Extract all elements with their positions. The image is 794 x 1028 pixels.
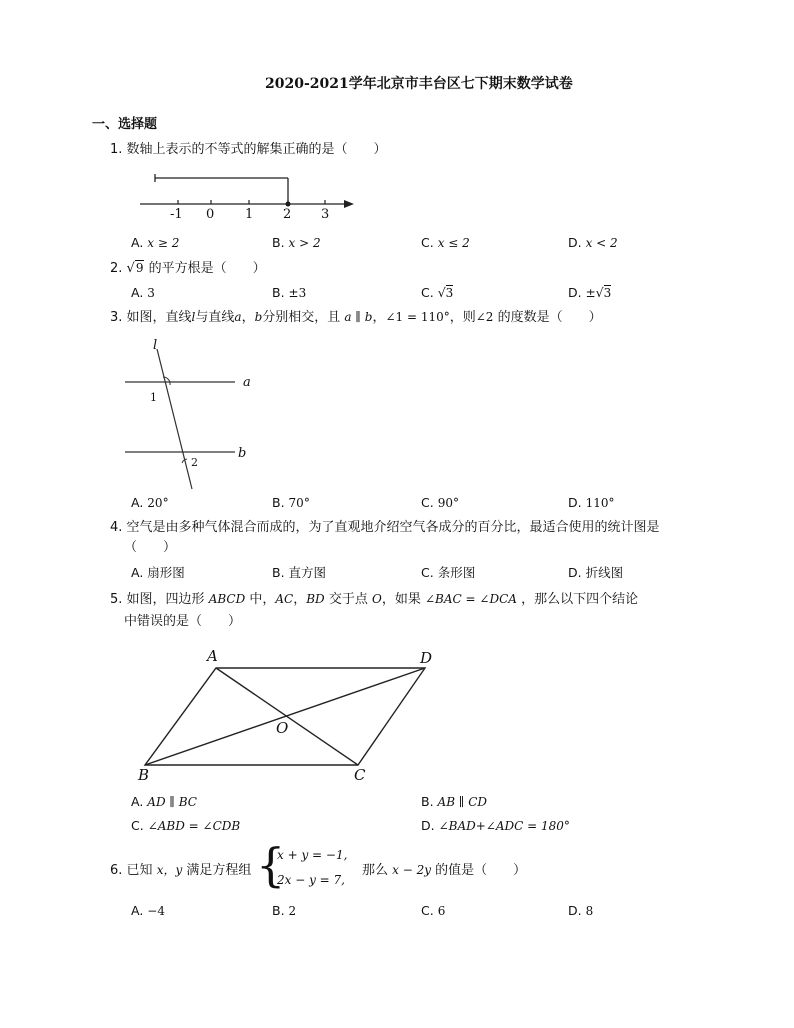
option-b[interactable] — [421, 794, 487, 810]
math-expr: ∠1 = 110° — [385, 310, 450, 324]
question-6-stem-a — [110, 863, 251, 879]
option-c[interactable] — [421, 565, 475, 581]
option-label: C. — [421, 903, 434, 918]
option-a[interactable] — [131, 794, 197, 810]
equation-2: 2x − y = 7, — [277, 873, 345, 887]
option-label: B. — [421, 794, 434, 809]
option-label: C. — [421, 285, 434, 300]
option-math: 20° — [147, 496, 169, 510]
option-b[interactable] — [272, 495, 310, 511]
option-math: 110° — [585, 496, 615, 510]
option-text: 扇形图 — [147, 565, 185, 580]
stem-text: ，如果 — [381, 592, 421, 607]
math-expr: a ∥ b — [344, 310, 373, 324]
radicand: 9 — [135, 261, 144, 275]
radical-sign: √ — [437, 285, 446, 300]
math-expr: BD — [306, 592, 325, 606]
stem-text: 分别相交，且 — [262, 310, 341, 325]
option-math: ±3 — [288, 286, 307, 300]
option-d[interactable] — [568, 235, 618, 251]
option-b[interactable] — [272, 235, 321, 251]
option-a[interactable] — [131, 495, 169, 511]
parallel-lines-figure — [122, 337, 262, 497]
option-c[interactable] — [421, 285, 453, 301]
figure-label-l: l — [153, 338, 158, 353]
option-math: 2 — [288, 904, 297, 918]
stem-text: 的值是（ ） — [435, 863, 527, 878]
option-prefix: ± — [585, 286, 596, 300]
stem-text: 交于点 — [328, 592, 368, 607]
option-b[interactable] — [272, 565, 326, 581]
question-4-stem: 4. 空气是由多种气体混合而成的，为了直观地介绍空气各成分的百分比，最适合使用的统计图是 — [110, 520, 660, 535]
option-a[interactable] — [131, 565, 185, 581]
question-2-stem — [110, 261, 266, 277]
option-label: D. — [568, 285, 582, 300]
option-c[interactable] — [131, 818, 240, 834]
option-label: A. — [131, 285, 144, 300]
figure-label-1: 1 — [150, 391, 157, 404]
option-d[interactable] — [568, 903, 593, 919]
option-math: 6 — [437, 904, 446, 918]
option-label: C. — [131, 818, 144, 833]
vertex-label-c: C — [354, 766, 366, 784]
option-math: ∠BAD+∠ADC = 180° — [438, 819, 570, 833]
option-math: 3 — [147, 286, 155, 300]
option-math: −4 — [147, 904, 165, 918]
stem-text: 的度数是（ ） — [497, 310, 602, 325]
radical-sign: √ — [595, 285, 604, 300]
page-title: 2020-2021学年北京市丰台区七下期末数学试卷 — [265, 76, 573, 92]
math-expr: AC — [275, 592, 294, 606]
option-label: C. — [421, 495, 434, 510]
option-label: B. — [272, 565, 285, 580]
center-label-o: O — [276, 719, 289, 737]
option-label: A. — [131, 903, 144, 918]
figure-label-a: a — [243, 375, 251, 390]
option-d[interactable] — [568, 495, 615, 511]
option-label: B. — [272, 235, 285, 250]
math-var: l — [191, 310, 196, 324]
math-var: b — [254, 310, 263, 324]
axis-label: 0 — [206, 207, 215, 222]
option-c[interactable] — [421, 903, 445, 919]
option-b[interactable] — [272, 903, 296, 919]
option-label: A. — [131, 495, 144, 510]
option-label: B. — [272, 285, 285, 300]
math-expr: x，y — [156, 863, 183, 877]
option-label: D. — [568, 565, 582, 580]
option-label: B. — [272, 903, 285, 918]
radical-sign: √ — [126, 261, 135, 276]
option-math: 8 — [585, 904, 594, 918]
stem-text: 6. 已知 — [110, 863, 153, 878]
vertex-label-a: A — [207, 647, 218, 665]
stem-text: ， — [293, 592, 307, 607]
stem-text: 中， — [249, 592, 276, 607]
axis-label: 3 — [321, 207, 330, 222]
question-5-stem — [110, 592, 638, 608]
stem-text: 3. 如图，直线 — [110, 310, 192, 325]
option-math: x > 2 — [288, 236, 321, 250]
option-label: A. — [131, 235, 144, 250]
axis-arrow — [344, 200, 354, 208]
math-expr: ∠2 — [475, 310, 494, 324]
stem-text: 满足方程组 — [186, 863, 252, 878]
equation-brace: { — [256, 838, 286, 892]
option-label: D. — [568, 235, 582, 250]
stem-text: 5. 如图，四边形 — [110, 592, 205, 607]
option-d[interactable] — [568, 565, 623, 581]
option-a[interactable] — [131, 235, 179, 251]
stem-text: 与直线 — [195, 310, 235, 325]
option-d[interactable] — [421, 818, 570, 834]
option-c[interactable] — [421, 495, 459, 511]
math-expr: x − 2y — [392, 863, 432, 877]
parallelogram-figure — [140, 660, 440, 770]
stem-text: ， — [241, 310, 255, 325]
stem-text: ，那么以下四个结论 — [521, 592, 639, 607]
option-text: 折线图 — [585, 565, 624, 580]
section-heading: 一、选择题 — [92, 117, 158, 132]
option-a[interactable] — [131, 285, 155, 301]
option-math: AD ∥ BC — [147, 795, 197, 809]
diagonal-bd — [145, 668, 425, 765]
option-label: A. — [131, 565, 144, 580]
stem-text: 的平方根是（ ） — [148, 261, 266, 276]
stem-text: 那么 — [362, 863, 389, 878]
equation-1: x + y = −1, — [277, 848, 348, 862]
option-b[interactable] — [272, 285, 306, 301]
transversal-l — [157, 349, 192, 489]
option-math: x ≤ 2 — [437, 236, 470, 250]
question-3-stem — [110, 310, 602, 326]
question-6-stem-b — [362, 863, 526, 879]
figure-label-b: b — [238, 446, 247, 461]
option-label: D. — [568, 903, 582, 918]
option-label: A. — [131, 794, 144, 809]
option-math: ∠ABD = ∠CDB — [147, 819, 241, 833]
option-math: AB ∥ CD — [437, 795, 488, 809]
option-math: 90° — [437, 496, 459, 510]
stem-text: ，则 — [449, 310, 476, 325]
option-math: 70° — [288, 496, 310, 510]
question-1-stem: 1. 数轴上表示的不等式的解集正确的是（ ） — [110, 142, 387, 157]
vertex-label-b: B — [138, 766, 150, 784]
option-d[interactable] — [568, 285, 611, 301]
math-expr: ABCD — [208, 592, 246, 606]
option-label: D. — [421, 818, 435, 833]
option-label: C. — [421, 235, 434, 250]
question-4-stem-cont: （ ） — [124, 540, 177, 555]
option-text: 条形图 — [437, 565, 476, 580]
option-c[interactable] — [421, 235, 470, 251]
vertex-label-d: D — [420, 649, 433, 667]
figure-label-2: 2 — [191, 456, 198, 469]
math-var: a — [234, 310, 242, 324]
axis-label: -1 — [170, 207, 183, 222]
option-text: 直方图 — [288, 565, 327, 580]
option-math: x ≥ 2 — [147, 236, 180, 250]
option-a[interactable] — [131, 903, 165, 919]
axis-label: 2 — [283, 207, 292, 222]
option-math: x < 2 — [585, 236, 618, 250]
math-var: O — [371, 592, 382, 606]
radicand: 3 — [603, 286, 612, 300]
option-label: C. — [421, 565, 434, 580]
stem-text: ， — [372, 310, 386, 325]
math-expr: ∠BAC = ∠DCA — [424, 592, 517, 606]
option-label: D. — [568, 495, 582, 510]
axis-label: 1 — [245, 207, 254, 222]
question-5-stem-cont: 中错误的是（ ） — [124, 614, 242, 629]
radicand: 3 — [445, 286, 454, 300]
option-label: B. — [272, 495, 285, 510]
question-number: 2. — [110, 261, 123, 276]
